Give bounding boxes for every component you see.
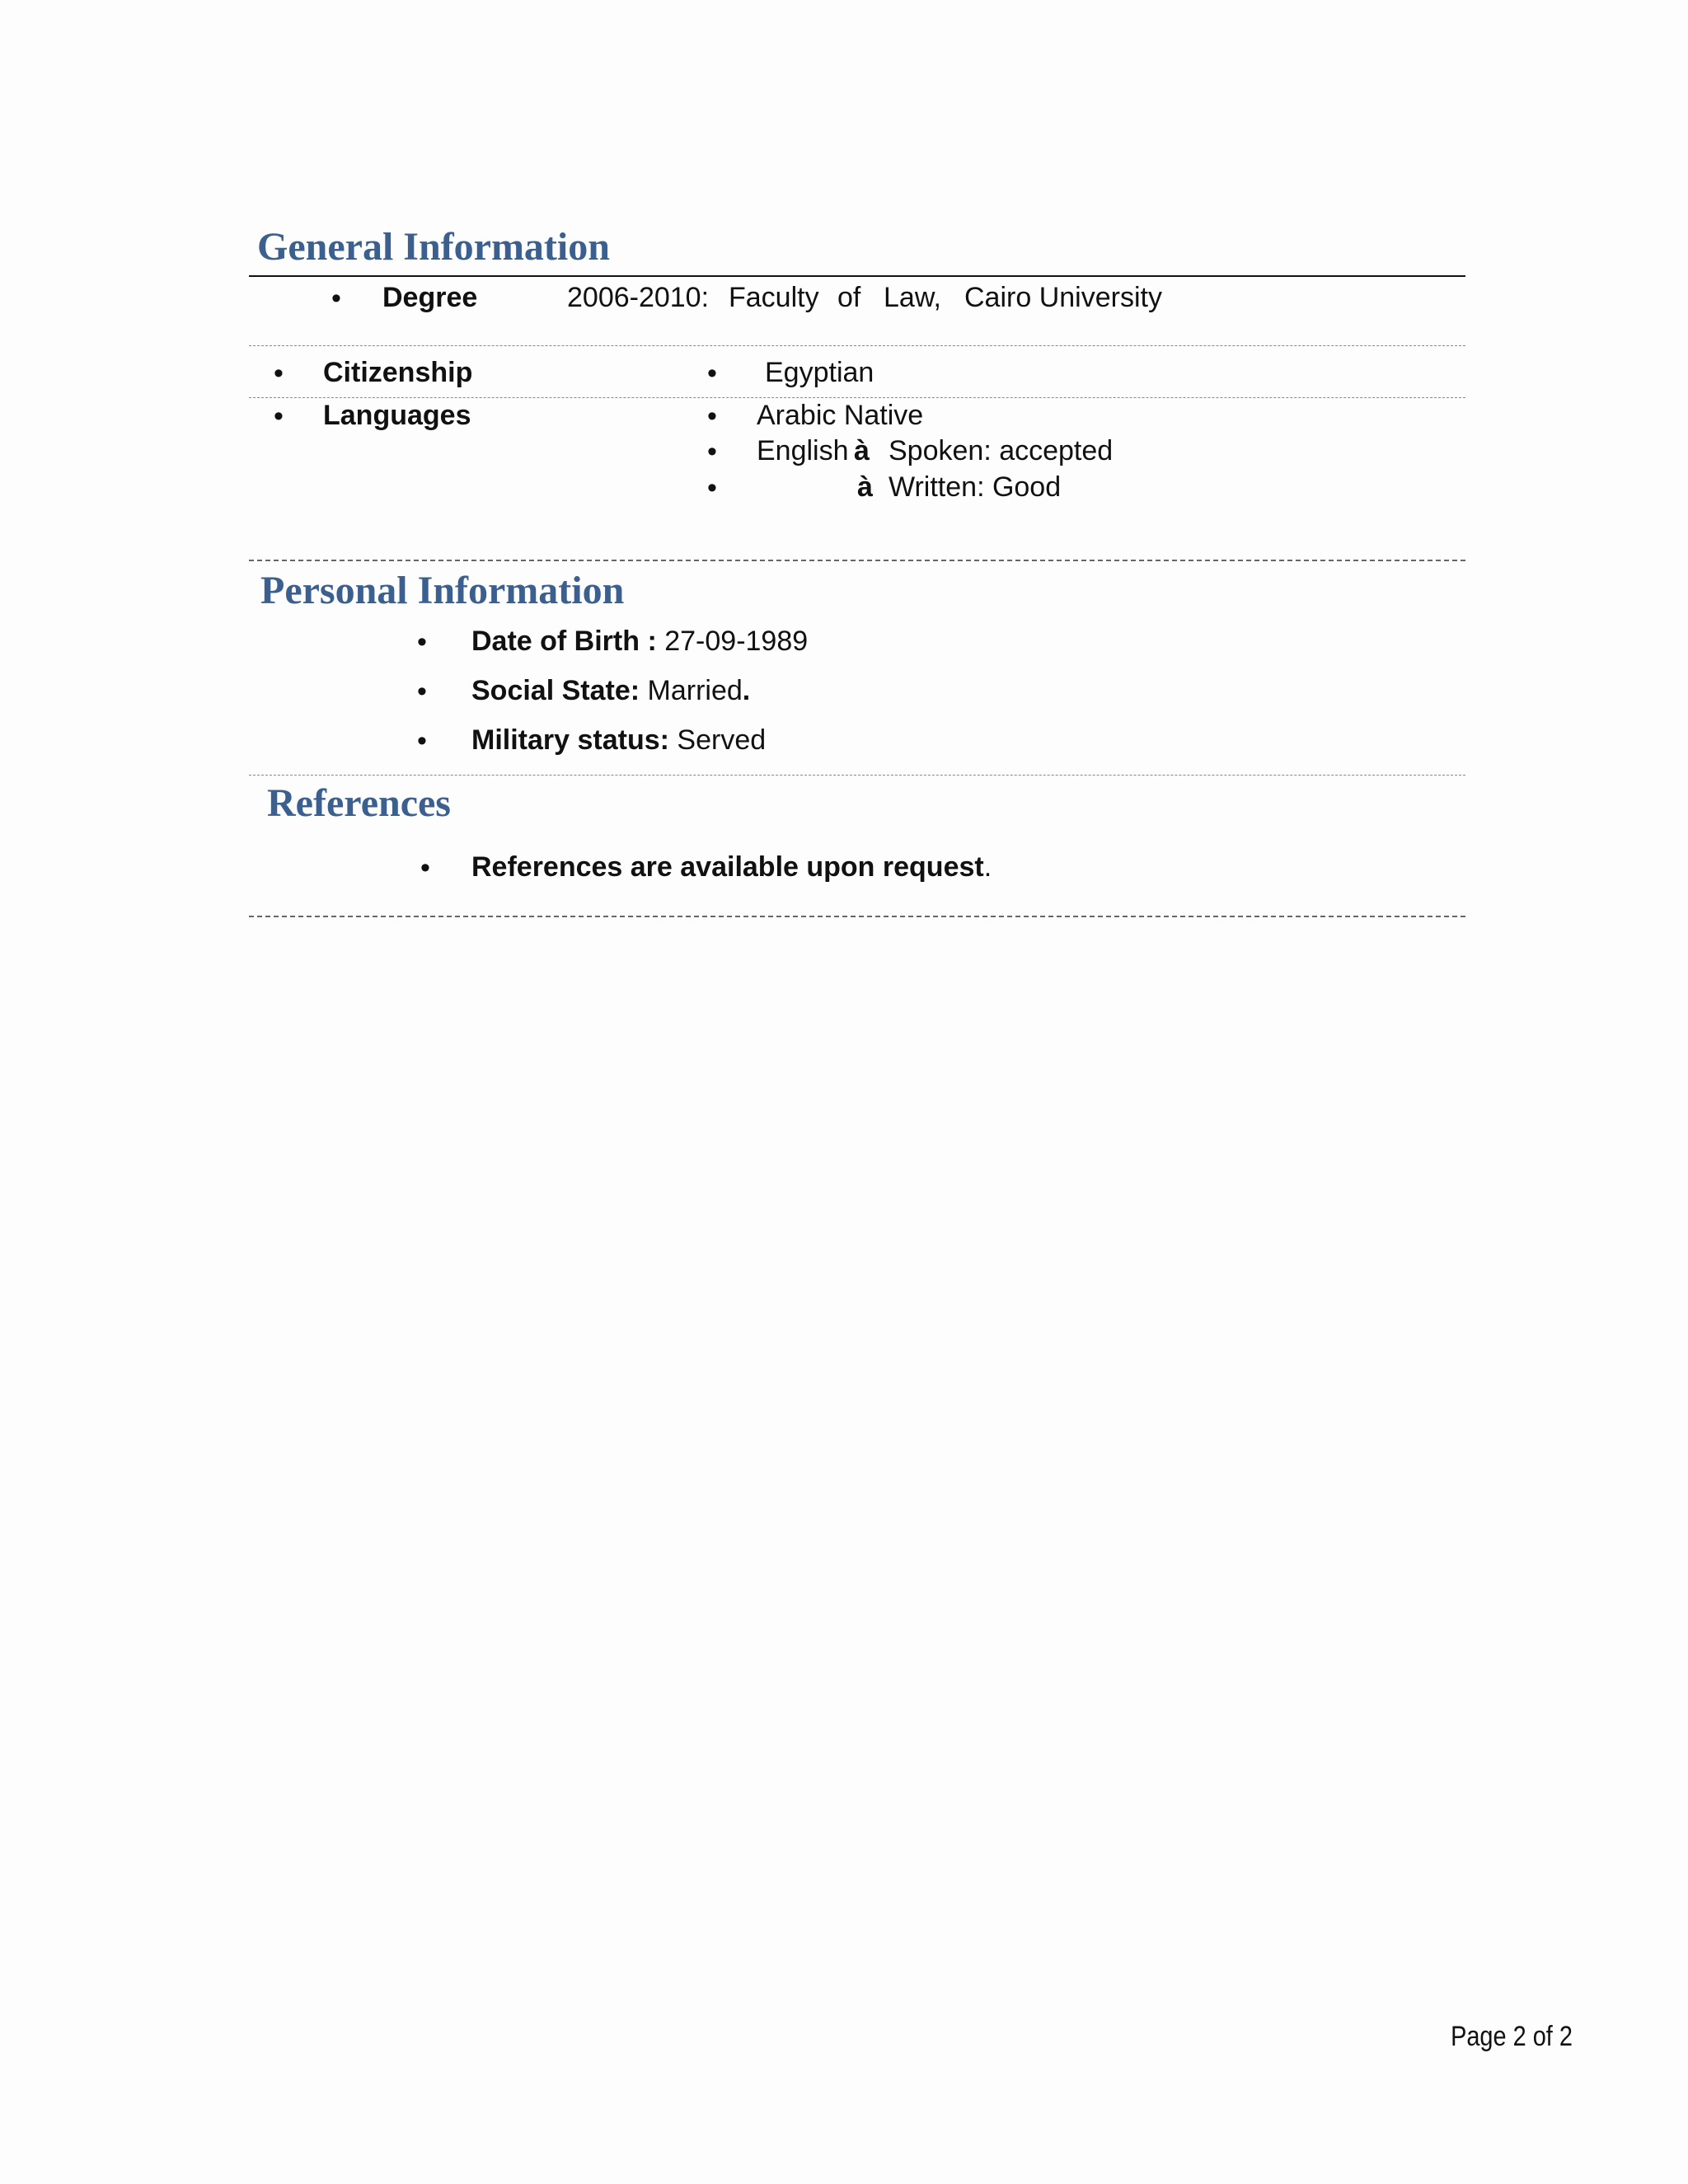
military-status [471,726,766,754]
bullet: • [417,676,427,707]
military-status-label: Military status: [471,724,669,756]
section-divider [249,560,1465,561]
section-rule [249,275,1465,277]
date-of-birth-label: Date of Birth : [471,626,657,657]
military-status-value: Served [677,724,767,756]
bullet: • [274,401,284,432]
language-english-spoken: Spoken: accepted [889,435,1114,466]
personal-information-heading: Personal Information [260,569,625,612]
degree-word-of: of [837,282,861,313]
citizenship-label: Citizenship [323,357,473,388]
references-note [471,853,992,881]
references-period: . [983,851,992,883]
general-information-heading: General Information [257,225,610,269]
date-of-birth [471,627,808,655]
date-of-birth-value: 27-09-1989 [664,626,809,657]
degree-institution: Cairo University [964,282,1162,313]
bullet: • [707,472,717,504]
language-english-written: Written: Good [889,471,1062,503]
social-state-label: Social State: [471,675,640,706]
social-state-value: Married [647,675,743,706]
references-text: References are available upon request [471,851,984,883]
degree-word-faculty: Faculty [729,282,819,313]
bullet: • [274,358,284,389]
section-divider [249,775,1465,776]
bullet: • [420,852,430,883]
section-divider [249,916,1465,917]
bullet: • [707,436,717,467]
arrow-icon: à [857,471,873,503]
citizenship-value: Egyptian [765,357,874,388]
row-divider [249,345,1465,346]
degree-year: 2006-2010: [567,282,710,313]
row-divider [249,397,1465,398]
arrow-icon: à [854,435,870,466]
references-heading: References [267,781,451,825]
social-state [471,677,750,705]
bullet: • [707,358,717,389]
languages-label: Languages [323,400,471,431]
language-arabic: Arabic Native [757,400,924,431]
degree-label: Degree [382,282,478,313]
bullet: • [417,626,427,658]
bullet: • [331,283,341,314]
bullet: • [417,725,427,757]
degree-word-law: Law, [884,282,941,313]
social-state-period: . [742,675,751,706]
bullet: • [707,401,717,432]
page-number: Page 2 of 2 [1451,2021,1573,2052]
language-english: English [757,435,849,466]
